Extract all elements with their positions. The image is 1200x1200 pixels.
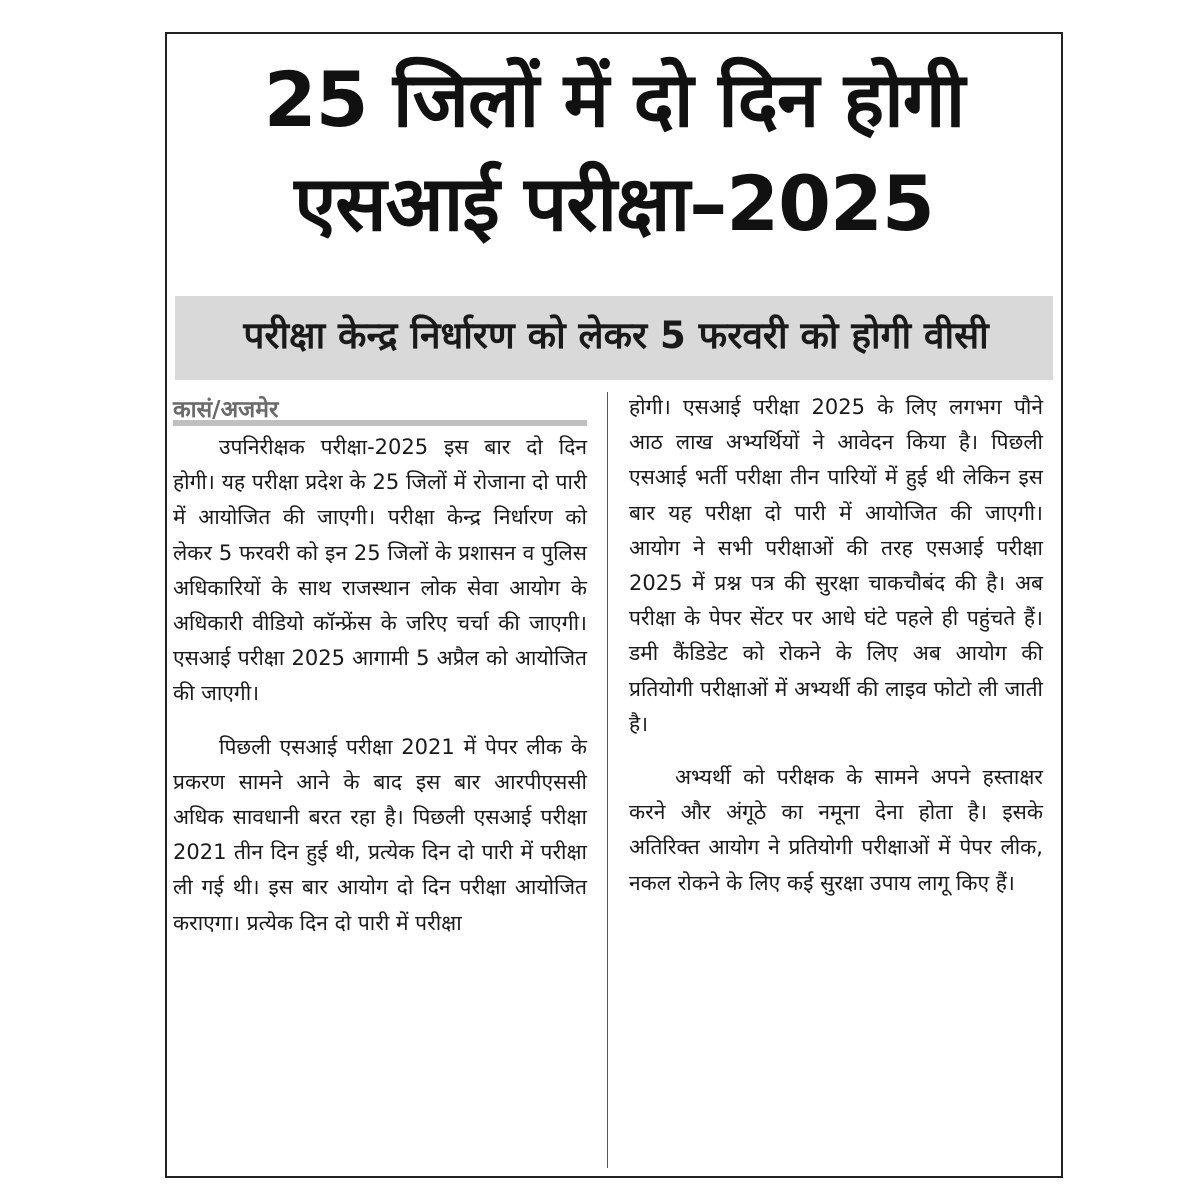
subheadline: परीक्षा केन्द्र निर्धारण को लेकर 5 फरवरी को होगी वीसी <box>243 314 989 357</box>
dateline: कासं/अजमेर <box>173 397 279 423</box>
column-divider <box>607 392 608 1168</box>
article-paragraph: उपनिरीक्षक परीक्षा-2025 इस बार दो दिन होगी। यह परीक्षा प्रदेश के 25 जिलों में रोजाना दो पारी में आयोजित की जाएगी। परीक्षा केन्द्र निर्धारण को लेकर 5 फरवरी को इन 25 जिलों के प्रशासन व पुलिस अधिकारियों के साथ राजस्थान लोक सेवा आयोग के अधिकारी वीडियो कॉन्फ्रेंस के जरिए चर्चा की जाएगी। एसआई परीक्षा 2025 आगामी 5 अप्रैल को आयोजित की जाएगी। <box>173 435 587 706</box>
headline <box>167 48 1061 256</box>
article-paragraph: पिछली एसआई परीक्षा 2021 में पेपर लीक के प्रकरण सामने आने के बाद इस बार आरपीएससी अधिक सावधानी बरत रहा है। पिछली एसआई परीक्षा 2021 तीन दिन हुई थी, प्रत्येक दिन दो पारी में परीक्षा ली गई थी। इस बार आयोग दो दिन परीक्षा आयोजित कराएगा। प्रत्येक दिन दो पारी में परीक्षा <box>173 734 587 935</box>
news-clipping <box>165 32 1063 1178</box>
dateline-row <box>173 390 587 430</box>
headline-line-1: 25 जिलों में दो दिन होगी <box>263 55 965 144</box>
article-column-right <box>629 390 1043 901</box>
article-paragraph: होगी। एसआई परीक्षा 2025 के लिए लगभग पौने आठ लाख अभ्यर्थियों ने आवेदन किया है। पिछली एसआई भर्ती परीक्षा तीन पारियों में हुई थी लेकिन इस बार यह परीक्षा दो पारी में आयोजित की जाएगी। आयोग ने सभी परीक्षाओं की तरह एसआई परीक्षा 2025 में प्रश्न पत्र की सुरक्षा चाकचौबंद की है। अब परीक्षा के पेपर सेंटर पर आधे घंटे पहले ही पहुंचते हैं। डमी कैंडिडेट को रोकने के लिए अब आयोग की प्रतियोगी परीक्षाओं में अभ्यर्थी की लाइव फोटो ली जाती है। <box>629 395 1043 736</box>
article-column-left <box>173 390 587 941</box>
headline-line-2: एसआई परीक्षा–2025 <box>294 159 934 248</box>
article-paragraph: अभ्यर्थी को परीक्षक के सामने अपने हस्ताक्षर करने और अंगूठे का नमूना देना होता है। इसके अतिरिक्त आयोग ने प्रतियोगी परीक्षाओं में पेपर लीक, नकल रोकने के लिए कई सुरक्षा उपाय लागू किए हैं। <box>629 765 1043 895</box>
